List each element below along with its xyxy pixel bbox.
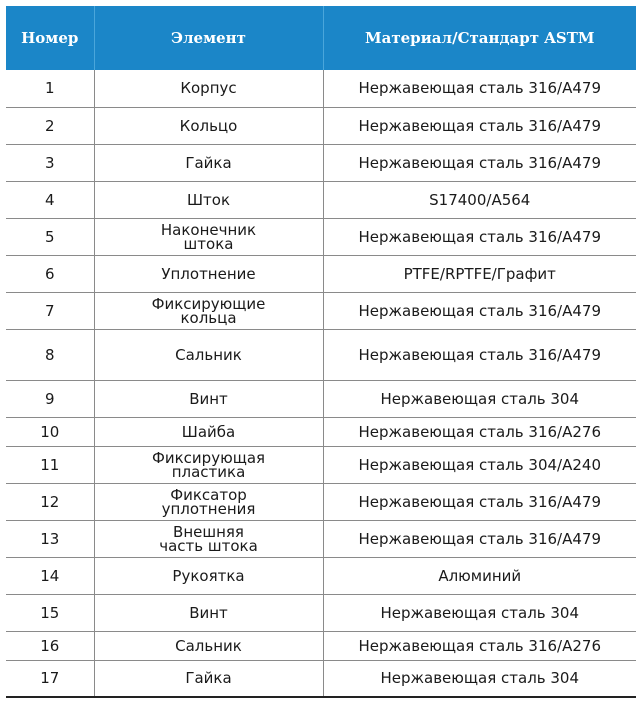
cell-element: Сальник (94, 329, 323, 380)
table-row (6, 181, 636, 218)
cell-material: Нержавеющая сталь 316/A479 (323, 329, 636, 380)
cell-number: 3 (6, 144, 94, 181)
table-row (6, 380, 636, 417)
table-row (6, 557, 636, 594)
cell-element: Фиксирующая пластика (94, 446, 323, 483)
cell-element: Кольцо (94, 107, 323, 144)
cell-material: Нержавеющая сталь 316/A276 (323, 417, 636, 446)
header-material: Материал/Стандарт ASTM (323, 6, 636, 70)
cell-element: Гайка (94, 660, 323, 697)
cell-element: Винт (94, 594, 323, 631)
cell-material: PTFE/RPTFE/Графит (323, 255, 636, 292)
cell-element: Фиксатор уплотнения (94, 483, 323, 520)
cell-number: 9 (6, 380, 94, 417)
cell-element: Шайба (94, 417, 323, 446)
cell-element: Сальник (94, 631, 323, 660)
cell-material: Нержавеющая сталь 316/A479 (323, 144, 636, 181)
cell-material: Алюминий (323, 557, 636, 594)
cell-number: 16 (6, 631, 94, 660)
cell-element: Уплотнение (94, 255, 323, 292)
table-row (6, 292, 636, 329)
table-row (6, 594, 636, 631)
cell-material: Нержавеющая сталь 316/A479 (323, 218, 636, 255)
cell-element: Корпус (94, 70, 323, 107)
table-body (6, 70, 636, 697)
cell-element: Винт (94, 380, 323, 417)
cell-element: Шток (94, 181, 323, 218)
cell-material: Нержавеющая сталь 316/A479 (323, 483, 636, 520)
table-row (6, 483, 636, 520)
cell-element: Внешняя часть штока (94, 520, 323, 557)
cell-number: 6 (6, 255, 94, 292)
cell-number: 15 (6, 594, 94, 631)
cell-material: Нержавеющая сталь 304 (323, 594, 636, 631)
cell-number: 4 (6, 181, 94, 218)
cell-element: Наконечник штока (94, 218, 323, 255)
cell-material: Нержавеющая сталь 316/A479 (323, 520, 636, 557)
table-row (6, 446, 636, 483)
table-row (6, 631, 636, 660)
table-row (6, 660, 636, 697)
materials-table (6, 6, 636, 698)
cell-material: Нержавеющая сталь 316/A479 (323, 107, 636, 144)
cell-number: 8 (6, 329, 94, 380)
cell-number: 14 (6, 557, 94, 594)
table-row (6, 255, 636, 292)
table-row (6, 144, 636, 181)
table-row (6, 70, 636, 107)
cell-number: 13 (6, 520, 94, 557)
cell-element: Рукоятка (94, 557, 323, 594)
cell-material: Нержавеющая сталь 316/A479 (323, 70, 636, 107)
header-number: Номер (6, 6, 94, 70)
cell-element: Фиксирующие кольца (94, 292, 323, 329)
table-row (6, 107, 636, 144)
table-header-row (6, 6, 636, 70)
materials-table-container (6, 6, 636, 698)
cell-material: Нержавеющая сталь 316/A276 (323, 631, 636, 660)
cell-number: 17 (6, 660, 94, 697)
cell-element: Гайка (94, 144, 323, 181)
cell-material: Нержавеющая сталь 304 (323, 380, 636, 417)
header-element: Элемент (94, 6, 323, 70)
table-row (6, 329, 636, 380)
cell-number: 10 (6, 417, 94, 446)
cell-number: 11 (6, 446, 94, 483)
cell-number: 2 (6, 107, 94, 144)
cell-material: S17400/A564 (323, 181, 636, 218)
table-row (6, 417, 636, 446)
table-row (6, 218, 636, 255)
cell-number: 7 (6, 292, 94, 329)
cell-material: Нержавеющая сталь 304 (323, 660, 636, 697)
cell-number: 1 (6, 70, 94, 107)
cell-number: 12 (6, 483, 94, 520)
cell-number: 5 (6, 218, 94, 255)
cell-material: Нержавеющая сталь 316/A479 (323, 292, 636, 329)
cell-material: Нержавеющая сталь 304/A240 (323, 446, 636, 483)
table-row (6, 520, 636, 557)
